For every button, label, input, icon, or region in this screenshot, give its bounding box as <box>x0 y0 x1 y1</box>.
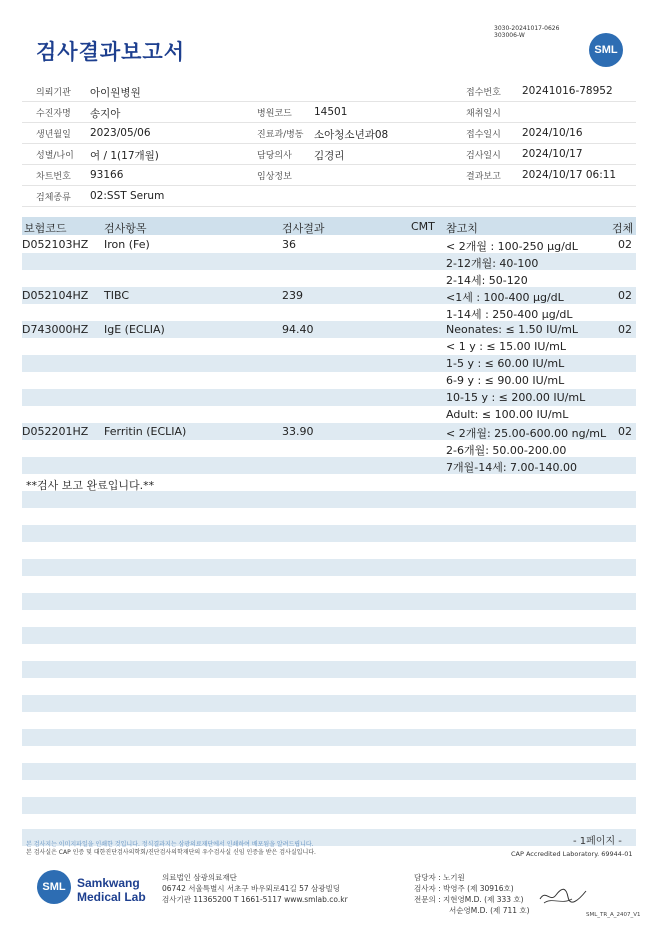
row-band <box>22 559 636 576</box>
street-address: 06742 서울특별시 서초구 바우뫼로41길 57 삼광빌딩 <box>162 884 341 893</box>
cell-item: Iron (Fe) <box>104 238 150 251</box>
cell-result: 33.90 <box>282 425 314 438</box>
document-code-2: 303006-W <box>494 32 525 39</box>
cell-result: 239 <box>282 289 303 302</box>
cell-code: D743000HZ <box>22 323 89 336</box>
info-row-6 <box>22 185 636 207</box>
row-band <box>22 797 636 814</box>
brand-name <box>77 876 146 904</box>
doctor-label: 담당의사 <box>257 151 292 161</box>
info-row-5 <box>22 164 636 186</box>
table-row <box>22 306 636 323</box>
table-row <box>22 357 636 374</box>
row-band <box>22 763 636 780</box>
staff-specialist-1: 전문의 : 지현영M.D. (제 333 호) <box>414 895 524 904</box>
chart-no-label: 차트번호 <box>36 172 71 182</box>
table-row <box>22 289 636 306</box>
col-ref-header: 참고치 <box>446 222 478 235</box>
table-row <box>22 459 636 476</box>
cell-item: Ferritin (ECLIA) <box>104 425 187 438</box>
cell-ref: 2-14세: 50-120 <box>446 274 528 287</box>
document-codes <box>494 25 559 39</box>
lab-address <box>162 872 348 905</box>
page-number: - 1페이지 - <box>573 836 622 847</box>
cell-result: 94.40 <box>282 323 314 336</box>
accreditation-note: 본 검사실은 CAP 인증 및 대한진단검사의학회/진단검사의학재단의 우수검사실 신임 인증을 받은 검사실입니다. <box>26 849 316 856</box>
table-row <box>22 323 636 340</box>
receipt-date-value: 2024/10/16 <box>522 127 583 139</box>
receipt-no-label: 접수번호 <box>466 88 501 98</box>
cell-ref: Neonates: ≤ 1.50 IU/mL <box>446 323 578 336</box>
contact-info: 검사기관 11365200 T 1661-5117 www.smlab.co.kr <box>162 895 348 904</box>
cell-ref: < 1 y : ≤ 15.00 IU/mL <box>446 340 566 353</box>
report-complete-note: **검사 보고 완료입니다.** <box>26 479 155 492</box>
info-row-3 <box>22 122 636 144</box>
col-cmt-header: CMT <box>411 220 435 233</box>
row-band <box>22 627 636 644</box>
cell-ref: 7개월-14세: 7.00-140.00 <box>446 461 577 474</box>
specimen-value: 02:SST Serum <box>90 190 165 202</box>
doctor-value: 김경리 <box>314 150 345 162</box>
dept-value: 소아청소년과08 <box>314 129 389 141</box>
cell-ref: 1-14세 : 250-400 μg/dL <box>446 308 573 321</box>
staff-info <box>414 872 530 916</box>
row-band <box>22 491 636 508</box>
table-row <box>22 374 636 391</box>
birth-value: 2023/05/06 <box>90 127 151 139</box>
sex-age-value: 여 / 1(17개월) <box>90 150 159 162</box>
col-item-header: 검사항목 <box>104 222 147 235</box>
footer-notes <box>26 841 316 857</box>
cell-ref: Adult: ≤ 100.00 IU/mL <box>446 408 569 421</box>
brand-line-2: Medical Lab <box>77 890 146 904</box>
cell-spec: 02 <box>618 323 632 336</box>
cell-ref: 10-15 y : ≤ 200.00 IU/mL <box>446 391 586 404</box>
row-band <box>22 525 636 542</box>
col-spec-header: 검체 <box>612 222 634 235</box>
chart-no-value: 93166 <box>90 169 124 181</box>
hospital-label: 의뢰기관 <box>36 88 71 98</box>
clinical-label: 임상정보 <box>257 172 292 182</box>
cell-item: IgE (ECLIA) <box>104 323 165 336</box>
cell-code: D052201HZ <box>22 425 89 438</box>
print-note: 본 검사지는 이미지파일을 인쇄한 것입니다. 정식결과지는 삼광의료재단에서 인쇄하여 배포됨을 알려드립니다. <box>26 841 314 848</box>
row-band <box>22 729 636 746</box>
cell-code: D052103HZ <box>22 238 89 251</box>
patient-value: 송지아 <box>90 108 121 120</box>
table-row <box>22 408 636 425</box>
report-title: 검사결과보고서 <box>36 40 186 64</box>
cell-ref: 2-12개월: 40-100 <box>446 257 539 270</box>
row-band <box>22 593 636 610</box>
info-row-1 <box>22 80 636 102</box>
cell-ref: < 2개월: 25.00-600.00 ng/mL <box>446 427 607 440</box>
cap-accreditation: CAP Accredited Laboratory. 69944-01 <box>511 850 633 858</box>
cell-code: D052104HZ <box>22 289 89 302</box>
results-table-header <box>22 217 636 235</box>
form-code: SML_TR_A_2407_V1 <box>586 912 641 918</box>
sex-age-label: 성별/나이 <box>36 151 74 161</box>
table-row <box>22 391 636 408</box>
row-band <box>22 661 636 678</box>
collect-date-label: 채취일시 <box>466 109 501 119</box>
document-code-1: 3030-20241017-0626 <box>494 25 560 32</box>
sml-logo: SML <box>589 33 623 67</box>
cell-ref: <1세 : 100-400 μg/dL <box>446 291 564 304</box>
table-row <box>22 272 636 289</box>
specimen-label: 검체종류 <box>36 193 71 203</box>
staff-manager: 담당자 : 노기원 <box>414 873 465 882</box>
staff-specialist-2: 서순영M.D. (제 711 호) <box>449 906 530 915</box>
table-row <box>22 425 636 442</box>
receipt-no-value: 20241016-78952 <box>522 85 613 97</box>
brand-line-1: Samkwang <box>77 876 140 890</box>
table-row <box>22 442 636 459</box>
foundation-name: 의료법인 삼광의료재단 <box>162 873 237 882</box>
cell-item: TIBC <box>104 289 129 302</box>
receipt-date-label: 접수일시 <box>466 130 501 140</box>
cell-spec: 02 <box>618 289 632 302</box>
test-date-value: 2024/10/17 <box>522 148 583 160</box>
test-date-label: 검사일시 <box>466 151 501 161</box>
signature-icon <box>538 883 588 907</box>
cell-ref: 1-5 y : ≤ 60.00 IU/mL <box>446 357 565 370</box>
dept-label: 진료과/병동 <box>257 130 304 140</box>
sml-footer-logo: SML <box>37 870 71 904</box>
col-result-header: 검사결과 <box>282 222 325 235</box>
staff-tester: 검사자 : 박영주 (제 30916호) <box>414 884 514 893</box>
table-row <box>22 340 636 357</box>
table-row <box>22 255 636 272</box>
cell-ref: 6-9 y : ≤ 90.00 IU/mL <box>446 374 565 387</box>
report-date-label: 결과보고 <box>466 172 501 182</box>
cell-spec: 02 <box>618 238 632 251</box>
info-row-4 <box>22 143 636 165</box>
cell-result: 36 <box>282 238 296 251</box>
col-code-header: 보험코드 <box>24 222 67 235</box>
hospital-code-label: 병원코드 <box>257 109 292 119</box>
hospital-code-value: 14501 <box>314 106 348 118</box>
row-band <box>22 695 636 712</box>
report-date-value: 2024/10/17 06:11 <box>522 169 617 181</box>
info-row-2 <box>22 101 636 123</box>
birth-label: 생년월일 <box>36 130 71 140</box>
hospital-value: 아이원병원 <box>90 87 141 99</box>
patient-label: 수진자명 <box>36 109 71 119</box>
table-row <box>22 238 636 255</box>
cell-spec: 02 <box>618 425 632 438</box>
cell-ref: 2-6개월: 50.00-200.00 <box>446 444 567 457</box>
cell-ref: < 2개월 : 100-250 μg/dL <box>446 240 578 253</box>
